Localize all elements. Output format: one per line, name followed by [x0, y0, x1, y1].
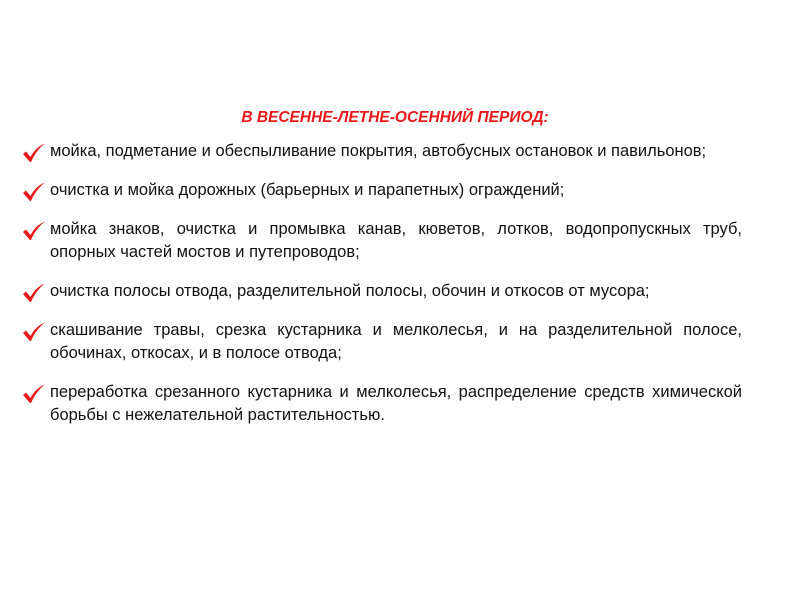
list-item [18, 179, 742, 202]
checkmark-icon [22, 182, 46, 202]
list-item-text: очистка и мойка дорожных (барьерных и парапетных) ограждений; [50, 181, 565, 199]
slide-title: В ВЕСЕННЕ-ЛЕТНЕ-ОСЕННИЙ ПЕРИОД: [241, 109, 549, 126]
checkmark-icon [22, 221, 46, 241]
list-item [18, 280, 742, 303]
checkmark-icon [22, 143, 46, 163]
list-item-text: мойка знаков, очистка и промывка канав, кюветов, лотков, водопропускных труб, опорных частей мостов и путепроводов; [50, 220, 742, 261]
checkmark-icon [22, 322, 46, 342]
task-list [18, 140, 742, 443]
list-item-text: мойка, подметание и обеспыливание покрытия, автобусных остановок и павильонов; [50, 142, 707, 160]
checkmark-icon [22, 283, 46, 303]
checkmark-icon [22, 384, 46, 404]
list-item-text: переработка срезанного кустарника и мелколесья, распределение средств химической борьбы с нежелательной растительностью. [50, 383, 742, 424]
list-item [18, 140, 742, 163]
list-item [18, 319, 742, 365]
list-item [18, 218, 742, 264]
list-item-text: скашивание травы, срезка кустарника и мелколесья, и на разделительной полосе, обочинах, откосах, и в полосе отвода; [50, 321, 742, 362]
list-item [18, 381, 742, 427]
list-item-text: очистка полосы отвода, разделительной полосы, обочин и откосов от мусора; [50, 282, 650, 300]
